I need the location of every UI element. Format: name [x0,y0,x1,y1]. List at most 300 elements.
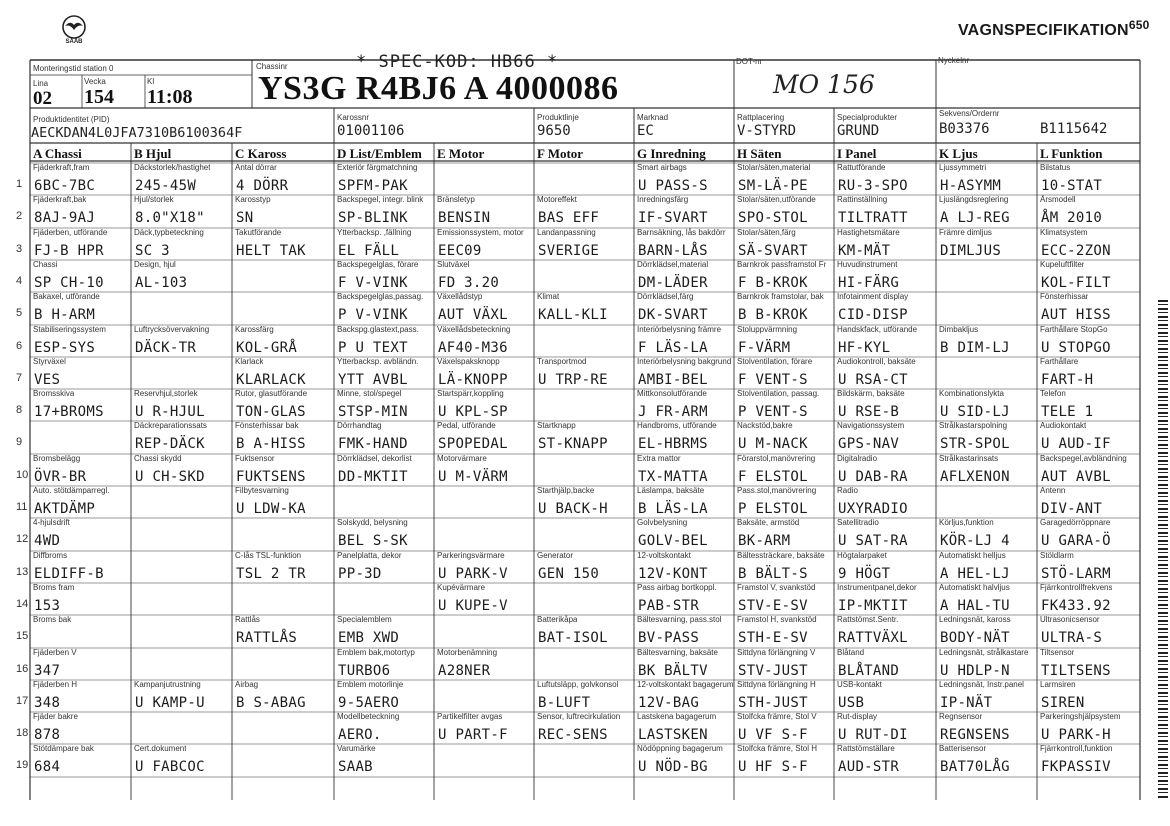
spec-cell [1037,615,1140,646]
spec-cell-value: AUD-STR [838,759,900,776]
spec-cell [232,518,334,549]
spec-cell [834,389,936,420]
spec-cell-label: Dörrklädsel, dekorlist [337,453,412,463]
spec-cell-label: Partikelfilter avgas [437,712,503,722]
spec-cell-label: Framstol H, svankstöd [737,615,817,625]
spec-cell-label: Kupeluftfilter [1040,259,1085,269]
spec-cell-value: KÖR-LJ 4 [940,533,1010,550]
spec-cell [131,163,232,194]
spec-cell [534,454,634,485]
spec-cell [232,648,334,679]
spec-cell-value: SAAB [338,759,373,776]
spec-cell-value: AUT HISS [1041,307,1111,324]
spec-cell-value: U PASS-S [638,178,708,194]
karossnr-label: Karossnr [337,113,370,122]
spec-cell [30,292,131,323]
spec-cell-value: STH-JUST [738,694,808,711]
spec-cell-label: Parkeringsvärmare [437,550,505,560]
spec-cell-label: Kampanjutrustning [134,679,201,689]
spec-cell-value: 17+BROMS [34,404,104,421]
spec-cell [232,744,334,775]
spec-cell [936,389,1037,420]
spec-cell [936,228,1037,259]
spec-cell [232,163,334,194]
spec-cell-value: 348 [34,694,61,711]
spec-cell [131,292,232,323]
specialprodukter-label: Specialprodukter [837,113,898,122]
spec-cell [834,163,936,194]
row-number: 1 [16,178,23,190]
spec-cell-value: AKTDÄMP [34,501,96,517]
spec-cell-value: U HDLP-N [940,662,1010,679]
side-barcode [1158,300,1168,800]
vecka-value: 154 [84,86,114,108]
vecka-label: Vecka [84,77,106,86]
column-header-e: E Motor [437,146,485,161]
spec-cell-label: Batterisensor [939,744,987,754]
spec-cell-label: Sittdyna förlängning V [737,647,816,657]
spec-cell [734,680,834,711]
spec-cell-value: FJ-B HPR [34,242,104,259]
spec-cell-value: STV-E-SV [738,597,808,614]
spec-cell-label: Backspegel, integr. blink [337,195,424,205]
spec-cell-label: Bältesvarning, baksäte [637,647,718,657]
spec-cell-label: Däckstorlek/hastighet [134,163,211,172]
spec-cell-label: C-lås TSL-funktion [235,550,302,560]
spec-cell [131,583,232,614]
spec-cell-label: Sittdyna förlängning H [737,679,816,689]
spec-cell-value: IP-MKTIT [838,597,908,614]
spec-cell-label: Rattinställning [837,195,888,205]
spec-cell [634,680,734,711]
spec-cell [232,228,334,259]
spec-cell [334,744,434,775]
spec-cell-label: Reservhjul,storlek [134,389,198,399]
spec-cell [534,195,634,226]
spec-cell [534,163,634,194]
spec-cell [232,615,334,646]
spec-cell [1037,744,1140,775]
spec-cell-value: ÖVR-BR [34,468,87,485]
spec-cell-value: FD 3.20 [438,274,500,291]
row-number: 10 [16,468,29,481]
spec-cell-value: VES [34,371,61,388]
row-number: 4 [16,274,23,287]
spec-cell-label: Backspegelglas, förare [337,259,419,269]
spec-cell [434,615,534,646]
spec-cell-value: ULTRA-S [1041,630,1103,647]
spec-cell [131,615,232,646]
spec-cell-label: Minne, stol/spegel [337,389,402,399]
spec-cell-label: Interiörbelysning bakgrund [637,356,732,366]
spec-cell [834,551,936,582]
spec-cell-label: Klimat [537,292,560,302]
spec-cell [634,357,734,388]
spec-cell-value: 684 [34,759,61,776]
spec-cell-label: Ledningsnät, Instr.panel [939,679,1024,689]
lina-label: Lina [33,79,49,88]
spec-cell-label: Nödöppning bagagerum [637,744,723,754]
spec-cell-value: U FABCOC [135,759,205,776]
spec-cell-label: Ljussymmetri [939,163,987,172]
spec-cell-value: F ELSTOL [738,468,808,485]
spec-cell-label: Varumärke [337,744,376,754]
kl-label: Kl [147,77,155,86]
spec-cell-label: Fjäderkraft,fram [33,163,90,172]
spec-cell-value: U SID-LJ [940,404,1010,421]
spec-cell-label: Antenn [1040,486,1066,495]
spec-cell [1037,195,1140,226]
spec-cell-value: 10-STAT [1041,178,1103,194]
spec-cell-label: Pass.stol,manövrering [737,486,817,495]
spec-cell-value: B-LUFT [538,694,591,711]
spec-cell-label: Batterikåpa [537,615,578,625]
spec-cell [434,357,534,388]
spec-cell [30,195,131,226]
spec-cell-label: Växelspaksknopp [437,356,500,366]
spec-cell [734,615,834,646]
spec-cell [634,163,734,194]
spec-cell [30,712,131,743]
spec-cell [634,583,734,614]
spec-cell-label: Diffbroms [33,550,68,560]
spec-cell-value: DIMLJUS [940,242,1002,259]
spec-cell-value: RU-3-SPO [838,178,908,194]
spec-cell-label: Panelplatta, dekor [337,550,402,560]
spec-cell [434,486,534,517]
spec-cell-value: B BÄLT-S [738,565,808,582]
spec-cell-value: DÄCK-TR [135,339,197,356]
produktlinje-value: 9650 [537,123,571,139]
spec-cell-label: Högtalarpaket [837,550,887,560]
spec-cell-value: U HF S-F [738,759,808,776]
spec-cell-value: SPO-STOL [738,210,808,227]
spec-cell-label: Generator [537,550,574,560]
spec-cell-label: Framstol V, svankstöd [737,582,816,592]
spec-cell [1037,583,1140,614]
spec-cell-value: B B-KROK [738,307,808,324]
spec-cell-label: Motorvärmare [437,453,487,463]
spec-cell [434,454,534,485]
spec-cell [734,518,834,549]
spec-cell-label: Hastighetsmätare [837,227,900,237]
spec-cell-value: GEN 150 [538,565,600,582]
rattplacering-value: V-STYRD [737,123,797,139]
spec-cell-value: SP-BLINK [338,210,408,227]
marknad-label: Marknad [637,113,669,122]
spec-cell-label: Nackstöd,bakre [737,421,793,431]
spec-cell-value: 347 [34,662,61,679]
spec-cell-label: Stolfcka främre, Stol V [737,712,817,722]
spec-cell [334,260,434,291]
spec-cell [30,615,131,646]
spec-cell-value: BENSIN [438,210,491,227]
spec-cell [334,680,434,711]
spec-cell-value: U M-VÄRM [438,468,508,485]
spec-cell-label: Strålkastarspolning [939,421,1008,431]
spec-cell-value: RATTLÅS [236,630,298,647]
spec-cell-label: Exteriör färgmatchning [337,163,418,172]
spec-cell-value: U TRP-RE [538,371,608,388]
spec-cell-label: Förarstol,manövrering [737,453,816,463]
spec-cell-label: Läslampa, baksäte [637,486,705,495]
spec-cell [434,421,534,452]
spec-cell-label: Bromsskiva [33,389,75,399]
spec-cell-label: Audiokontroll, baksäte [837,356,916,366]
spec-cell-value: TX-MATTA [638,468,708,485]
spec-cell-label: Motorbenämning [437,647,498,657]
spec-cell [131,421,232,452]
spec-cell-value: U AUD-IF [1041,436,1111,453]
dotnr-label: DOT-nr [736,57,763,66]
spec-cell-label: Transportmod [537,356,587,366]
spec-cell-label: Handskfack, utförande [837,324,918,334]
spec-cell [30,389,131,420]
spec-cell-value: U NÖD-BG [638,759,708,776]
spec-cell-label: Dimbakljus [939,324,979,334]
spec-cell-value: UXYRADIO [838,501,908,517]
spec-cell-value: 8AJ-9AJ [34,210,96,227]
spec-cell [334,712,434,743]
spec-cell-value: KOL-GRÅ [236,339,298,356]
row-number: 5 [16,307,23,320]
spec-cell [232,260,334,291]
spec-cell-label: Bakaxel, utförande [33,292,100,302]
spec-cell-label: Garagedörröppnare [1040,518,1111,528]
column-header-h: H Säten [737,146,782,161]
spec-cell-value: H-ASYMM [940,178,1002,194]
spec-cell [334,292,434,323]
spec-cell [936,583,1037,614]
spec-cell [30,551,131,582]
spec-cell [434,325,534,356]
spec-cell-label: Rattstömställare [837,744,895,754]
spec-cell [434,551,534,582]
spec-cell-label: Golvbelysning [637,518,688,528]
spec-cell-value: 4 DÖRR [236,178,289,194]
produktlinje-label: Produktlinje [537,113,579,122]
spec-cell-label: Fjäder bakre [33,712,78,722]
row-number: 15 [16,630,29,643]
spec-cell-label: Strålkastarinsats [939,453,999,463]
row-number: 6 [16,339,23,352]
row-number: 8 [16,404,23,417]
spec-cell-value: BLÅTAND [838,662,900,679]
spec-cell-label: Klarlack [235,356,264,366]
spec-cell-value: FK433.92 [1041,597,1111,614]
spec-cell-value: HF-KYL [838,339,891,356]
spec-cell-label: Bildskärm, baksäte [837,389,905,399]
chassis-number: YS3G R4BJ6 A 4000086 [258,70,619,107]
spec-cell-value: U BACK-H [538,501,608,517]
spec-cell [131,744,232,775]
spec-cell-value: CID-DISP [838,307,908,324]
spec-cell [434,648,534,679]
spec-cell-label: Pass airbag bortkoppl. [637,582,717,592]
spec-cell-value: DK-SVART [638,307,708,324]
spec-cell [131,195,232,226]
spec-cell-value: U KUPE-V [438,597,508,614]
spec-cell-label: Antal dörrar [235,163,277,172]
spec-cell-value: 9-5AERO [338,694,400,711]
column-header-i: I Panel [837,146,877,161]
spec-cell-value: SÄ-SVART [738,242,808,259]
spec-cell-label: Mittkonsolutförande [637,389,707,399]
spec-cell-value: STÖ-LARM [1041,565,1111,582]
spec-cell-value: IF-SVART [638,210,708,227]
spec-cell-label: Rut-display [837,712,878,722]
spec-cell [634,421,734,452]
spec-cell-value: B LÄS-LA [638,501,708,517]
spec-cell-label: Automatiskt helljus [939,550,1006,560]
spec-cell-label: Regnsensor [939,712,983,722]
spec-cell [936,712,1037,743]
spec-cell [131,325,232,356]
spec-cell-label: Pedal, utförande [437,421,496,431]
spec-cell-value: AMBI-BEL [638,371,708,388]
spec-cell-value: 12V-BAG [638,694,700,711]
row-number: 16 [16,662,29,675]
spec-cell-value: ELDIFF-B [34,565,104,582]
spec-cell-value: AERO. [338,727,382,744]
spec-cell-value: J FR-ARM [638,404,708,421]
spec-cell [232,357,334,388]
spec-cell-label: Stötdämpare bak [33,744,94,754]
spec-cell [834,648,936,679]
spec-cell-value: ECC-2ZON [1041,242,1111,259]
spec-cell [936,163,1037,194]
spec-cell-label: Fjäderben, utförande [33,227,108,237]
logo-text: SAAB [65,39,83,44]
spec-cell [534,228,634,259]
spec-cell [834,292,936,323]
spec-cell-value: BV-PASS [638,630,700,647]
spec-cell [634,615,734,646]
spec-cell-label: Fjäderben V [33,647,77,657]
spec-cell-label: Stolar/säten,färg [737,227,796,237]
row-number: 12 [16,533,29,546]
column-header-a: A Chassi [33,146,82,161]
spec-cell-label: Chassi [33,259,58,269]
spec-cell-value: U M-NACK [738,436,808,453]
spec-cell [534,551,634,582]
spec-cell [834,518,936,549]
spec-cell [1037,228,1140,259]
spec-cell-label: Årsmodell [1040,195,1076,205]
spec-cell [534,518,634,549]
spec-cell-label: Stolventilation, passag. [737,389,820,399]
spec-cell-value: TILTRATT [838,210,908,227]
spec-cell-label: Backspegelglas,passag. [337,292,424,302]
spec-cell-value: KM-MÄT [838,242,891,259]
spec-cell-label: Audiokontakt [1040,421,1087,431]
spec-cell [634,518,734,549]
spec-cell-value: A28NER [438,662,491,679]
spec-cell [1037,389,1140,420]
spec-cell-value: FART-H [1041,371,1094,388]
spec-cell [734,163,834,194]
spec-cell-value: U RSE-B [838,404,900,421]
spec-cell [131,712,232,743]
spec-cell [232,680,334,711]
spec-cell-value: F VENT-S [738,371,808,388]
spec-cell [534,389,634,420]
spec-cell [634,325,734,356]
spec-cell [334,518,434,549]
spec-cell [30,680,131,711]
spec-cell-value: DIV-ANT [1041,501,1103,517]
spec-cell-label: Bilstatus [1040,163,1071,172]
spec-cell-value: BAS EFF [538,210,600,227]
spec-cell [634,228,734,259]
spec-cell-value: B H-ARM [34,307,96,324]
corner-number: 650 [1128,18,1150,32]
spec-cell-value: GOLV-BEL [638,533,708,550]
spec-cell [734,551,834,582]
spec-cell-label: Klimatsystem [1040,227,1088,237]
spec-cell [936,486,1037,517]
spec-cell [634,744,734,775]
spec-cell [534,357,634,388]
spec-cell [334,551,434,582]
spec-cell-label: Startspärr,koppling [437,389,504,399]
spec-cell-label: Stolfcka främre, Stol H [737,744,818,754]
spec-cell-label: Fuktsensor [235,453,275,463]
spec-cell-label: Stolventilation, förare [737,356,813,366]
spec-cell [1037,486,1140,517]
specialprodukter-value: GRUND [837,123,880,139]
spec-cell-value: F B-KROK [738,274,808,291]
spec-cell [434,195,534,226]
spec-cell-label: 12-voltskontakt [637,550,691,560]
spec-cell-value: 12V-KONT [638,565,708,582]
spec-cell [434,163,534,194]
spec-cell-value: SVERIGE [538,242,600,259]
spec-cell-label: Stöldlarm [1040,550,1074,560]
spec-cell-label: Däck,typbeteckning [134,227,204,237]
spec-cell [734,357,834,388]
spec-cell [1037,260,1140,291]
spec-cell-label: Emblem motorlinje [337,679,404,689]
spec-cell [434,744,534,775]
spec-cell-label: Extra mattor [637,453,681,463]
spec-cell [834,454,936,485]
spec-cell-value: TON-GLAS [236,404,306,421]
spec-cell [936,325,1037,356]
spec-cell-value: B S-ABAG [236,694,306,711]
spec-cell-value: PP-3D [338,565,382,582]
spec-cell-value: RATTVÄXL [838,630,908,647]
spec-cell-label: Starthjälp,backe [537,486,595,495]
spec-cell [334,195,434,226]
spec-cell [734,486,834,517]
karossnr-value: 01001106 [337,123,405,139]
spec-cell-label: Ytterbacksp. ,fällning [337,227,412,237]
spec-cell-value: DD-MKTIT [338,468,408,485]
spec-cell-label: Auto. stötdämparregl. [33,486,110,495]
spec-cell-value: IP-NÄT [940,694,993,711]
row-number: 7 [16,371,23,384]
spec-cell-label: Luftutsläpp, golvkonsol [537,679,619,689]
spec-cell-value: TILTSENS [1041,662,1111,679]
spec-cell [634,292,734,323]
spec-cell [534,648,634,679]
spec-cell-label: Luftrycksövervakning [134,324,210,334]
column-header-k: K Ljus [939,146,978,161]
spec-cell [232,583,334,614]
spec-cell-value: U PART-F [438,727,508,744]
spec-cell [936,357,1037,388]
